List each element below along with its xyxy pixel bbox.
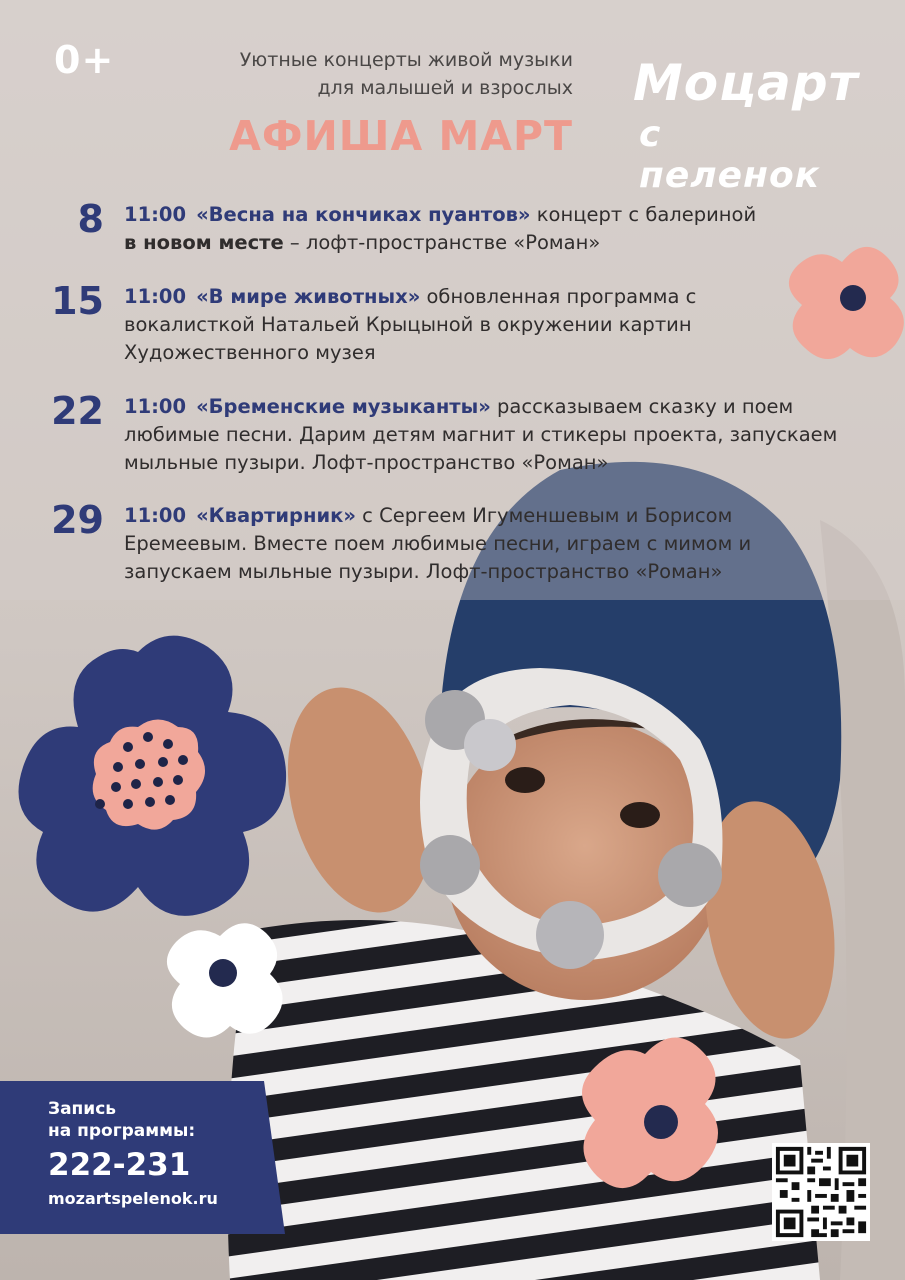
event-program: «Бременские музыканты» — [196, 395, 491, 418]
website-link[interactable]: mozartspelenok.ru — [48, 1189, 218, 1208]
pink-flower-icon — [780, 240, 905, 370]
event-description: с Сергеем Игуменшевым и Борисом Еремеевым. Вместе поем любимые песни, играем с мимом и запускаем мыльные пузыри. Лофт-пространство «Роман» — [124, 504, 752, 583]
event-time: 11:00 — [124, 395, 187, 418]
event-program: «Квартирник» — [196, 504, 356, 527]
tagline-line2: для малышей и взрослых — [317, 77, 573, 99]
pink-flower-icon — [575, 1032, 727, 1204]
poster-title: АФИША МАРТ — [229, 112, 573, 160]
event-text — [124, 201, 844, 257]
event-time: 11:00 — [124, 285, 187, 308]
event-program: «Весна на кончиках пуантов» — [196, 203, 531, 226]
tagline-line1: Уютные концерты живой музыки — [239, 49, 573, 71]
event-time: 11:00 — [124, 504, 187, 527]
navy-flower-icon — [18, 632, 290, 924]
event-text — [124, 502, 794, 586]
event-day: 29 — [51, 498, 104, 542]
phone-number[interactable]: 222-231 — [48, 1147, 191, 1183]
tagline — [153, 46, 573, 102]
signup-label — [48, 1098, 248, 1142]
white-flower-icon — [158, 918, 290, 1048]
event-day: 8 — [77, 197, 104, 241]
logo-line1: Моцарт — [633, 54, 859, 112]
event-text — [124, 283, 744, 367]
qr-code-icon[interactable] — [772, 1143, 870, 1241]
signup-label-line2: на программы: — [48, 1121, 196, 1141]
event-time: 11:00 — [124, 203, 187, 226]
event-program: «В мире животных» — [196, 285, 421, 308]
event-description: рассказываем сказку и поем любимые песни. Дарим детям магнит и стикеры проекта, запускаем мыльные пузыри. Лофт-пространство «Роман» — [124, 395, 838, 474]
event-description: концерт с балериной — [530, 203, 757, 226]
event-description: обновленная программа с вокалисткой Натальей Крыцыной в окружении картин Художественного музея — [124, 285, 697, 364]
signup-label-line1: Запись — [48, 1099, 117, 1119]
logo-line2: с пеленок — [639, 114, 821, 196]
brand-logo — [633, 54, 859, 196]
signup-banner — [0, 1081, 285, 1234]
event-text — [124, 393, 844, 477]
event-day: 15 — [51, 279, 104, 323]
event-location: – лофт-пространстве «Роман» — [283, 231, 601, 254]
age-rating: 0+ — [54, 38, 115, 82]
event-highlight: в новом месте — [124, 231, 284, 254]
event-day: 22 — [51, 389, 104, 433]
